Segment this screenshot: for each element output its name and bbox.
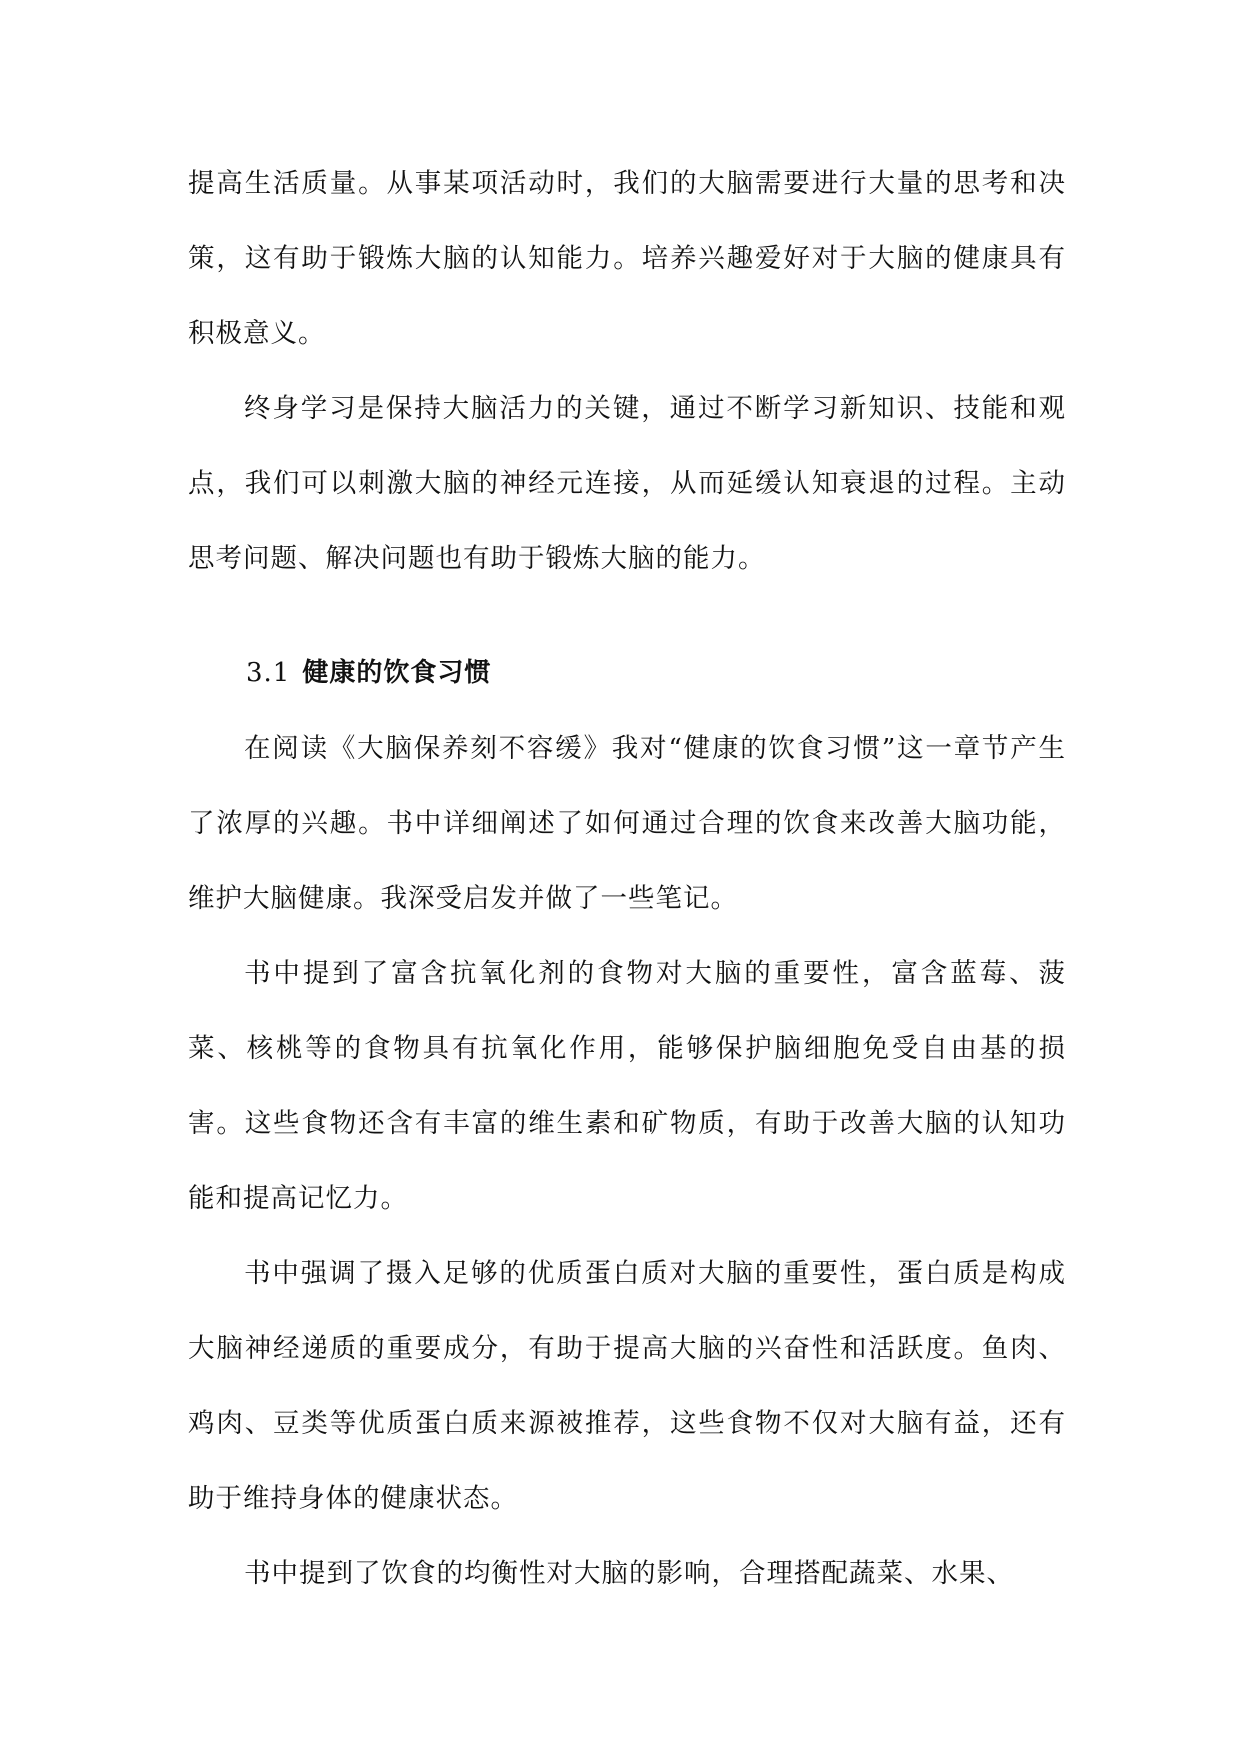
paragraph-balanced-diet: 书中提到了饮食的均衡性对大脑的影响，合理搭配蔬菜、水果、 (244, 1558, 1014, 1589)
section-heading (188, 636, 1066, 711)
paragraph-reading-intro: 在阅读《大脑保养刻不容缓》我对“健康的饮食习惯”这一章节产生了浓厚的兴趣。书中详细阐述了如何通过合理的饮食来改善大脑功能，维护大脑健康。我深受启发并做了一些笔记。 (188, 733, 1066, 914)
document-body (188, 146, 1066, 1611)
paragraph-antioxidants: 书中提到了富含抗氧化剂的食物对大脑的重要性，富含蓝莓、菠菜、核桃等的食物具有抗氧化作用，能够保护脑细胞免受自由基的损害。这些食物还含有丰富的维生素和矿物质，有助于改善大脑的认知功能和提高记忆力。 (188, 958, 1066, 1214)
paragraph-lifelong-learning: 终身学习是保持大脑活力的关键，通过不断学习新知识、技能和观点，我们可以刺激大脑的神经元连接，从而延缓认知衰退的过程。主动思考问题、解决问题也有助于锻炼大脑的能力。 (188, 393, 1066, 574)
paragraph-protein: 书中强调了摄入足够的优质蛋白质对大脑的重要性，蛋白质是构成大脑神经递质的重要成分，有助于提高大脑的兴奋性和活跃度。鱼肉、鸡肉、豆类等优质蛋白质来源被推荐，这些食物不仅对大脑有益，还有助于维持身体的健康状态。 (188, 1258, 1066, 1514)
section-title: 健康的饮食习惯 (302, 658, 492, 688)
paragraph-interests: 提高生活质量。从事某项活动时，我们的大脑需要进行大量的思考和决策，这有助于锻炼大脑的认知能力。培养兴趣爱好对于大脑的健康具有积极意义。 (188, 168, 1066, 349)
section-number: 3.1 (246, 658, 291, 688)
